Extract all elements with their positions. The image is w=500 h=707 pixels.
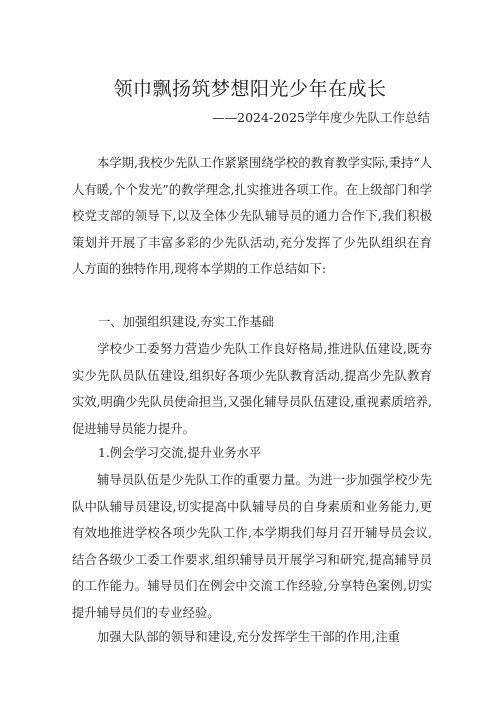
document-subtitle: ——2024-2025学年度少先队工作总结 bbox=[212, 110, 430, 125]
document-title: 领巾飘扬筑梦想阳光少年在成长 bbox=[113, 78, 387, 100]
section-heading-1: 一、加强组织建设,夯实工作基础 bbox=[98, 315, 275, 329]
paragraph-continued: 加强大队部的领导和建设,充分发挥学生干部的作用,注重 bbox=[97, 630, 400, 644]
intro-paragraph: 本学期,我校少先队工作紧紧围绕学校的教育教学实际,秉持“人人有暖,个个发光”的教学理念,扎实推进各项工作。在上级部门和学校党支部的领导下,以及全体少先队辅导员的通力合作下,我们积极策划并开展了丰富多彩的少先队活动,充分发挥了少先队组织在育人方面的独特作用,现将本学期的工作总结如下: bbox=[72, 156, 432, 276]
subsection-paragraph-1: 辅导员队伍是少先队工作的重要力量。为进一步加强学校少先队中队辅导员建设,切实提高中队辅导员的自身素质和业务能力,更有效地推进学校各项少先队工作,本学期我们每月召开辅导员会议,结合各级少工委工作要求,组织辅导员开展学习和研究,提高辅导员的工作能力。辅导员们在例会中交流工作经验,分享特色案例,切实提升辅导员们的专业经验。 bbox=[72, 473, 432, 620]
subsection-heading-1: 1.例会学习交流,提升业务水平 bbox=[98, 446, 262, 460]
section-paragraph-1: 学校少工委努力营造少先队工作良好格局,推进队伍建设,既夯实少先队员队伍建设,组织好各项少先队教育活动,提高少先队教育实效,明确少先队员使命担当,又强化辅导员队伍建设,重视素质培养,促进辅导员能力提升。 bbox=[72, 342, 432, 436]
